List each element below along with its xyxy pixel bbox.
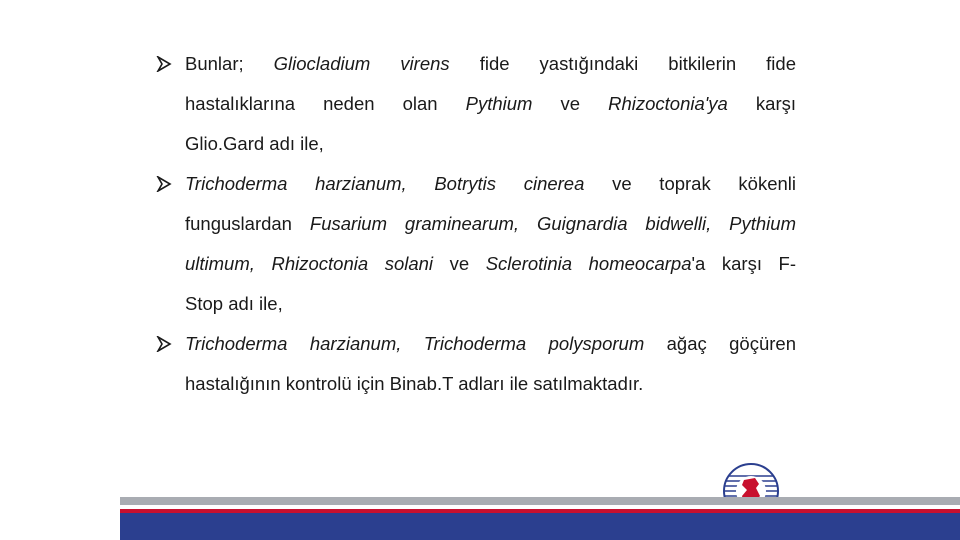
arrowhead-bullet-icon (156, 176, 172, 192)
italic-text: Fusarium graminearum, Guignardia bidwelli, Pythium (309, 213, 796, 234)
footer-blue-band (120, 513, 960, 540)
text-line (185, 164, 796, 204)
text-line (185, 124, 796, 164)
text-line (185, 284, 796, 324)
footer-gray-stripe (120, 497, 960, 505)
bullet-text (185, 324, 796, 404)
text-run: ve toprak kökenli (584, 173, 796, 194)
text-run: ve (532, 93, 609, 114)
italic-text: Gliocladium virens (273, 53, 450, 74)
italic-text: Rhizoctonia'ya (608, 93, 728, 114)
italic-text: Sclerotinia homeocarpa (485, 253, 692, 274)
italic-text: Trichoderma harzianum, Botrytis cinerea (185, 173, 585, 194)
text-line (185, 44, 796, 84)
bullet-item (156, 44, 796, 164)
text-line (185, 84, 796, 124)
text-run: hastalıklarına neden olan (185, 93, 466, 114)
bullet-item (156, 324, 796, 404)
italic-text: Pythium (465, 93, 533, 114)
text-run: Glio.Gard adı ile, (185, 133, 324, 154)
text-run: hastalığının kontrolü için Binab.T adları ile satılmaktadır. (185, 373, 644, 394)
text-run: 'a karşı F- (691, 253, 796, 274)
text-line (185, 204, 796, 244)
text-run: Bunlar; (185, 53, 274, 74)
italic-text: ultimum, Rhizoctonia solani (185, 253, 434, 274)
footer-stripes (120, 497, 960, 540)
text-run: Stop adı ile, (185, 293, 283, 314)
text-line (185, 364, 796, 404)
arrowhead-bullet-icon (156, 336, 172, 352)
bullet-text (185, 164, 796, 324)
arrowhead-bullet-icon (156, 56, 172, 72)
bullet-list (156, 44, 796, 404)
bullet-item (156, 164, 796, 324)
text-run: funguslardan (185, 213, 310, 234)
text-run: fide yastığındaki bitkilerin fide (449, 53, 796, 74)
italic-text: Trichoderma harzianum, Trichoderma polysporum (185, 333, 645, 354)
text-run: ve (433, 253, 486, 274)
text-run: ağaç göçüren (644, 333, 796, 354)
text-run: karşı (727, 93, 797, 114)
bullet-text (185, 44, 796, 164)
text-line (185, 324, 796, 364)
text-line (185, 244, 796, 284)
